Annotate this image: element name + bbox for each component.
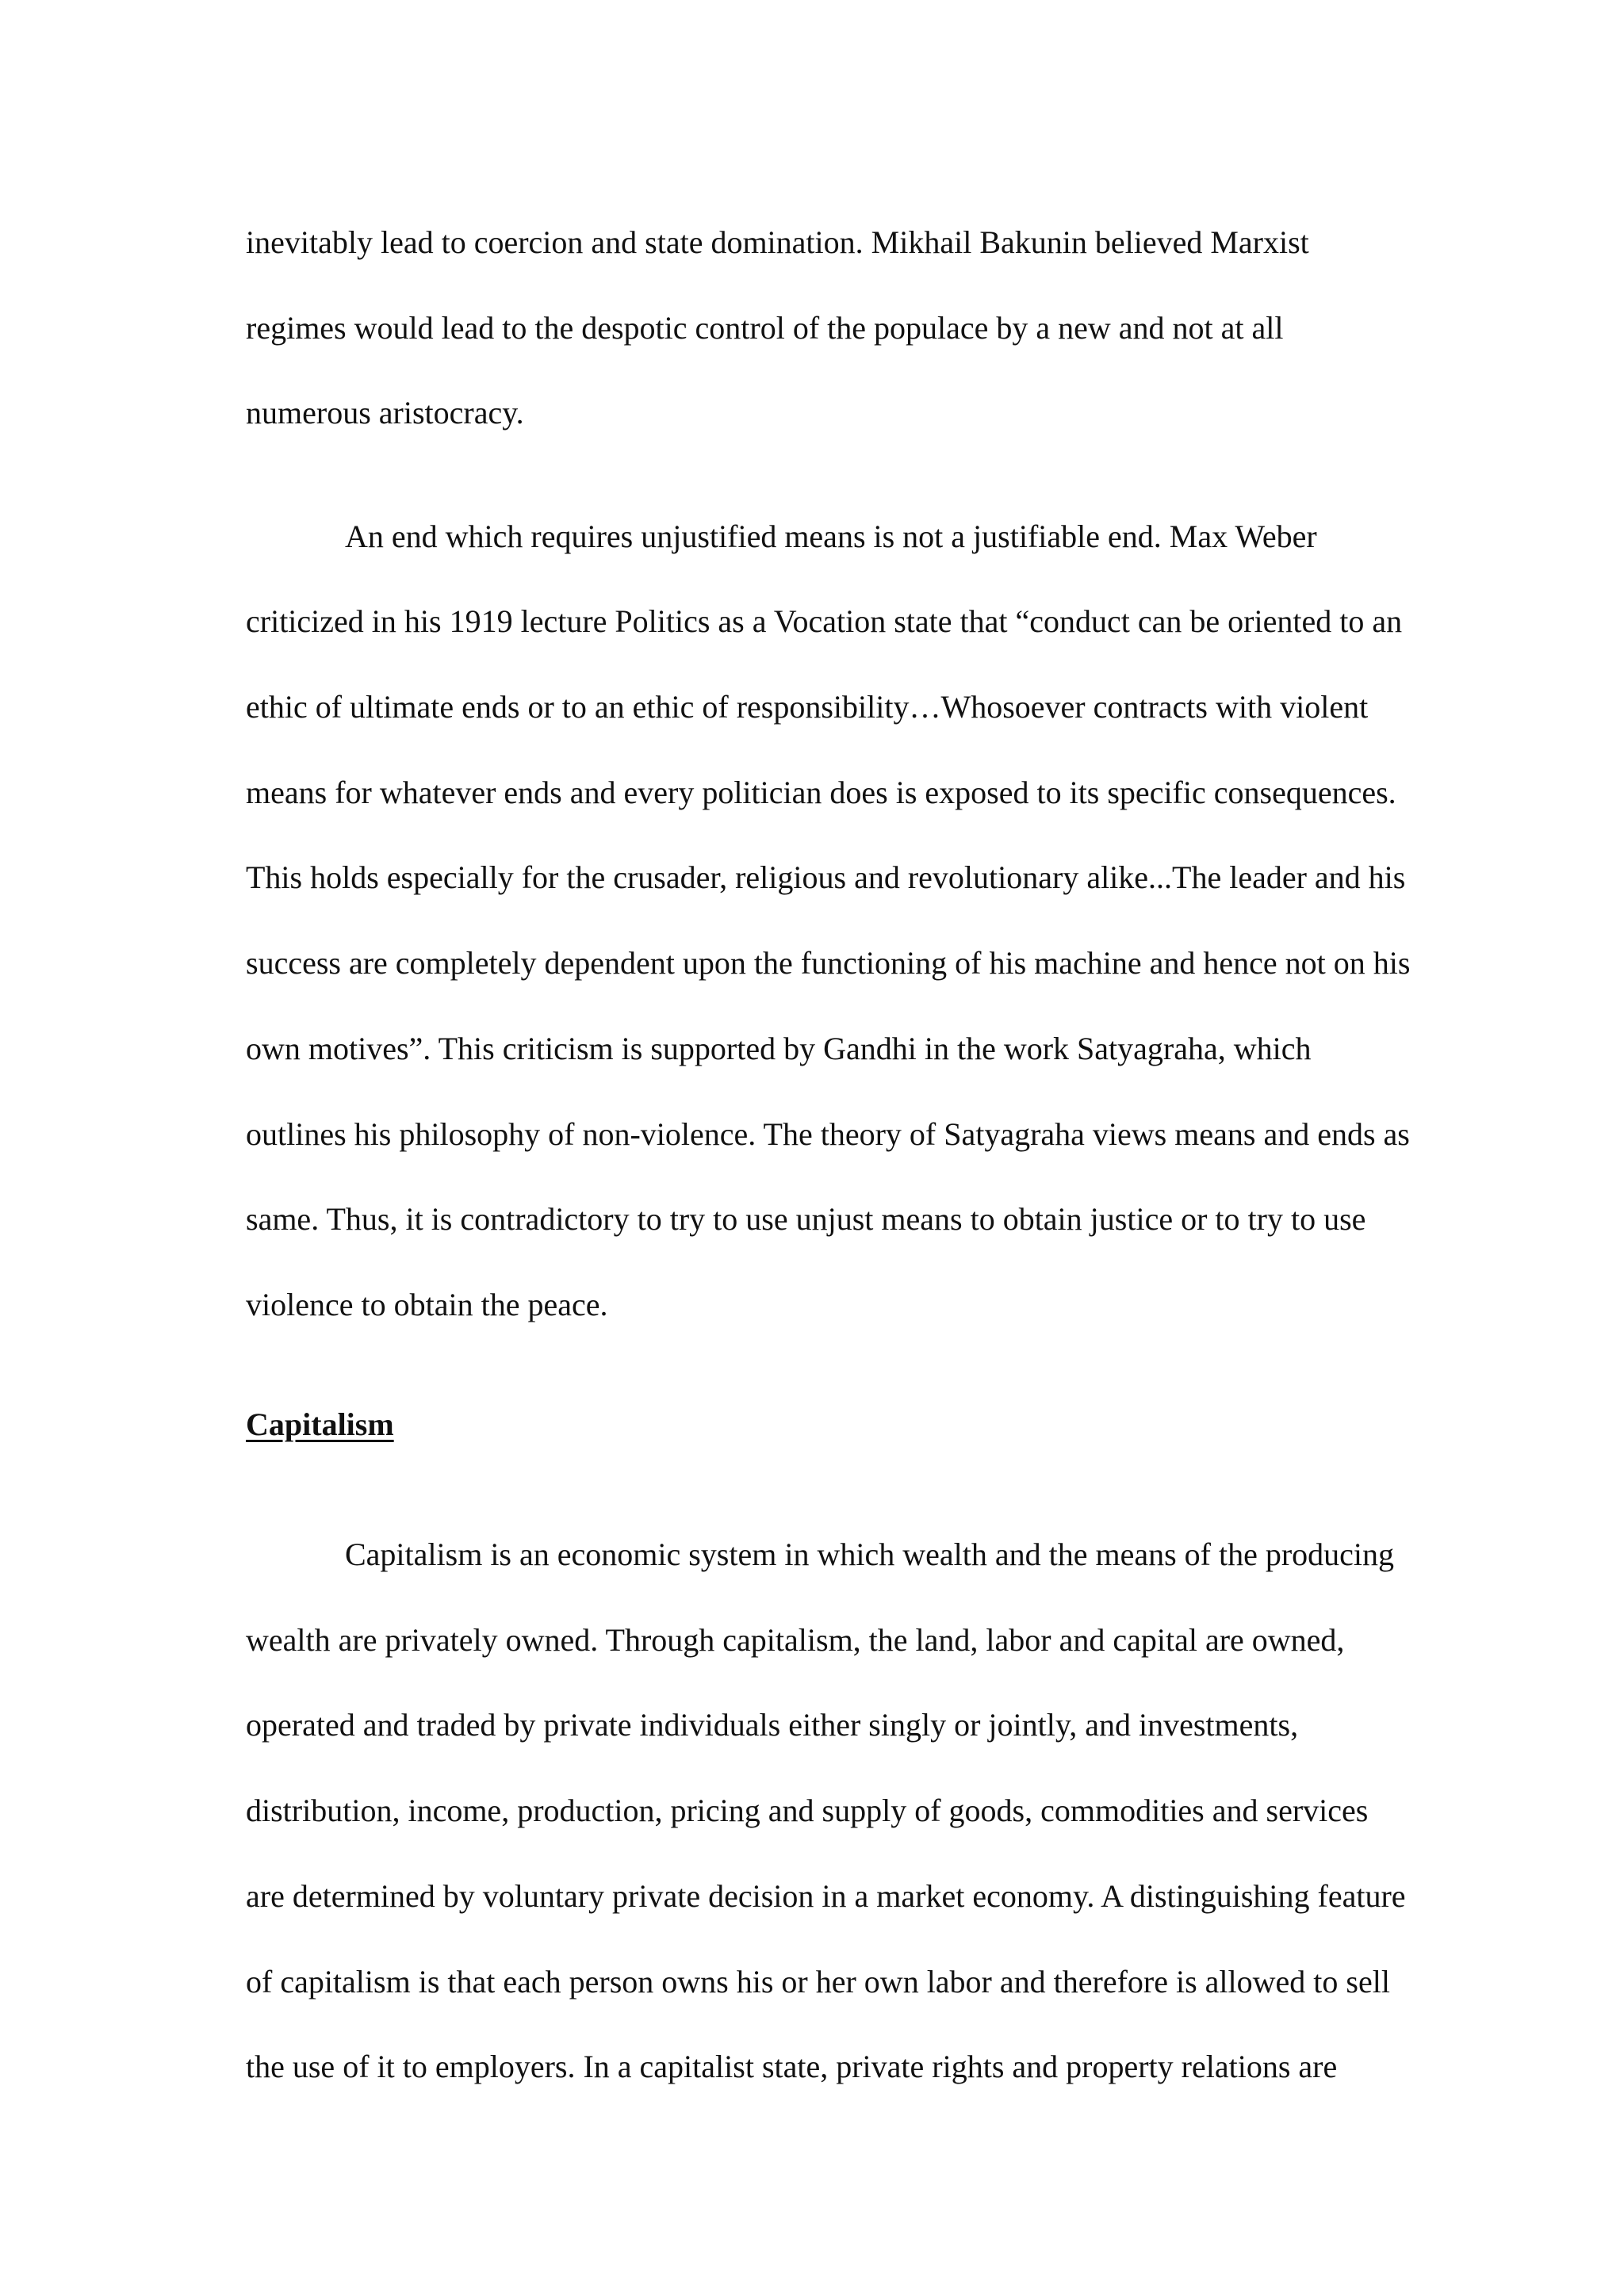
paragraph-1-line-3: numerous aristocracy.: [246, 395, 524, 430]
paragraph-2-line-2: criticized in his 1919 lecture Politics as a Vocation state that “conduct can be oriented to an: [246, 603, 1403, 639]
paragraph-2-line-10: violence to obtain the peace.: [246, 1287, 608, 1322]
paragraph-3-line-4: distribution, income, production, pricing and supply of goods, commodities and services: [246, 1793, 1369, 1828]
paragraph-2-line-5: This holds especially for the crusader, religious and revolutionary alike...The leader and his: [246, 859, 1406, 895]
paragraph-3-line-1: Capitalism is an economic system in which wealth and the means of the producing: [345, 1536, 1395, 1572]
paragraph-3-line-5: are determined by voluntary private decision in a market economy. A distinguishing feature: [246, 1878, 1406, 1914]
section-heading-capitalism: Capitalism: [246, 1406, 394, 1442]
paragraph-2-line-4: means for whatever ends and every politician does is exposed to its specific consequences.: [246, 775, 1396, 810]
paragraph-3-line-2: wealth are privately owned. Through capitalism, the land, labor and capital are owned,: [246, 1622, 1345, 1658]
paragraph-3-line-3: operated and traded by private individuals either singly or jointly, and investments,: [246, 1707, 1299, 1743]
paragraph-1-line-1: inevitably lead to coercion and state domination. Mikhail Bakunin believed Marxist: [246, 224, 1309, 260]
paragraph-3-line-7: the use of it to employers. In a capitalist state, private rights and property relations are: [246, 2049, 1338, 2084]
paragraph-2-line-1: An end which requires unjustified means is not a justifiable end. Max Weber: [345, 519, 1317, 554]
paragraph-3-line-6: of capitalism is that each person owns his or her own labor and therefore is allowed to sell: [246, 1964, 1390, 1999]
paragraph-2-line-6: success are completely dependent upon the functioning of his machine and hence not on his: [246, 945, 1411, 981]
paragraph-1-line-2: regimes would lead to the despotic control of the populace by a new and not at all: [246, 310, 1284, 346]
paragraph-2-line-3: ethic of ultimate ends or to an ethic of responsibility…Whosoever contracts with violent: [246, 689, 1369, 725]
paragraph-2-line-9: same. Thus, it is contradictory to try to use unjust means to obtain justice or to try to use: [246, 1201, 1366, 1237]
paragraph-2-line-7: own motives”. This criticism is supported by Gandhi in the work Satyagraha, which: [246, 1031, 1312, 1066]
paragraph-2-line-8: outlines his philosophy of non-violence. The theory of Satyagraha views means and ends as: [246, 1116, 1410, 1152]
